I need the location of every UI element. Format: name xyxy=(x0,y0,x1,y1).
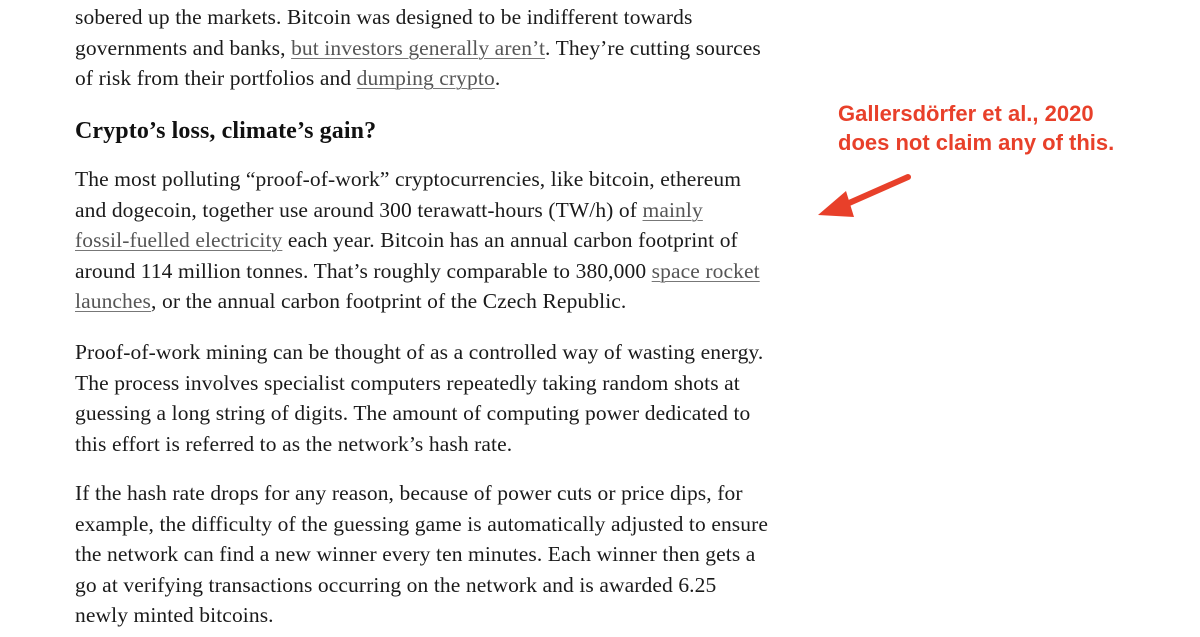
link-mainly-fossil-fuelled[interactable]: mainly xyxy=(642,197,703,222)
text-line xyxy=(75,2,875,33)
annotation-line: Gallersdörfer et al., 2020 xyxy=(838,101,1094,126)
text-line: If the hash rate drops for any reason, because of power cuts or price dips, for xyxy=(75,481,743,505)
link-investors[interactable]: but investors generally aren’t xyxy=(291,35,546,60)
annotation-arrow-icon xyxy=(810,165,920,225)
text-line xyxy=(75,256,875,287)
link-space-rocket-cont[interactable]: launches xyxy=(75,289,152,313)
text-line: The process involves specialist computers repeatedly taking random shots at xyxy=(75,370,740,395)
link-dumping-crypto[interactable]: dumping crypto xyxy=(356,66,495,90)
link-space-rocket[interactable]: space rocket xyxy=(651,258,760,283)
text-line xyxy=(75,286,875,317)
text-span: , or the annual carbon footprint of the Czech Republic. xyxy=(151,289,627,313)
text-line: example, the difficulty of the guessing game is automatically adjusted to ensure xyxy=(75,511,769,536)
text-line xyxy=(75,164,875,195)
text-span: . They’re cutting sources xyxy=(545,35,761,60)
paragraph-hash-rate xyxy=(75,478,875,631)
text-span: of risk from their portfolios and xyxy=(75,66,357,90)
text-line xyxy=(75,225,875,256)
link-mainly-fossil-fuelled-cont[interactable]: fossil-fuelled electricity xyxy=(75,228,283,252)
text-line: newly minted bitcoins. xyxy=(75,603,274,627)
arrow-shaft xyxy=(840,177,908,207)
text-span: The most polluting “proof-of-work” cryptocurrencies, like bitcoin, ethereum xyxy=(75,167,742,191)
text-line: Proof-of-work mining can be thought of as a controlled way of wasting energy. xyxy=(75,340,764,364)
annotation-note xyxy=(838,99,1178,157)
text-line: go at verifying transactions occurring on the network and is awarded 6.25 xyxy=(75,572,717,597)
section-heading: Crypto’s loss, climate’s gain? xyxy=(75,118,377,144)
text-span: around 114 million tonnes. That’s roughly comparable to 380,000 xyxy=(75,258,652,283)
arrow-head xyxy=(818,191,854,217)
text-line xyxy=(75,33,875,64)
annotation-line: does not claim any of this. xyxy=(838,130,1115,155)
text-span: governments and banks, xyxy=(75,35,292,60)
paragraph-proof-of-work xyxy=(75,337,875,459)
text-span: each year. Bitcoin has an annual carbon footprint of xyxy=(282,228,738,252)
text-line: the network can find a new winner every ten minutes. Each winner then gets a xyxy=(75,542,756,566)
text-span: sobered up the markets. Bitcoin was designed to be indifferent towards xyxy=(75,5,693,29)
paragraph-energy-use xyxy=(75,164,875,317)
intro-paragraph xyxy=(75,2,875,94)
text-line xyxy=(75,195,875,226)
text-line: guessing a long string of digits. The amount of computing power dedicated to xyxy=(75,401,751,425)
text-line xyxy=(75,63,875,94)
text-span: . xyxy=(494,66,501,90)
text-line: this effort is referred to as the network’s hash rate. xyxy=(75,431,513,456)
text-span: and dogecoin, together use around 300 terawatt-hours (TW/h) of xyxy=(75,197,643,222)
